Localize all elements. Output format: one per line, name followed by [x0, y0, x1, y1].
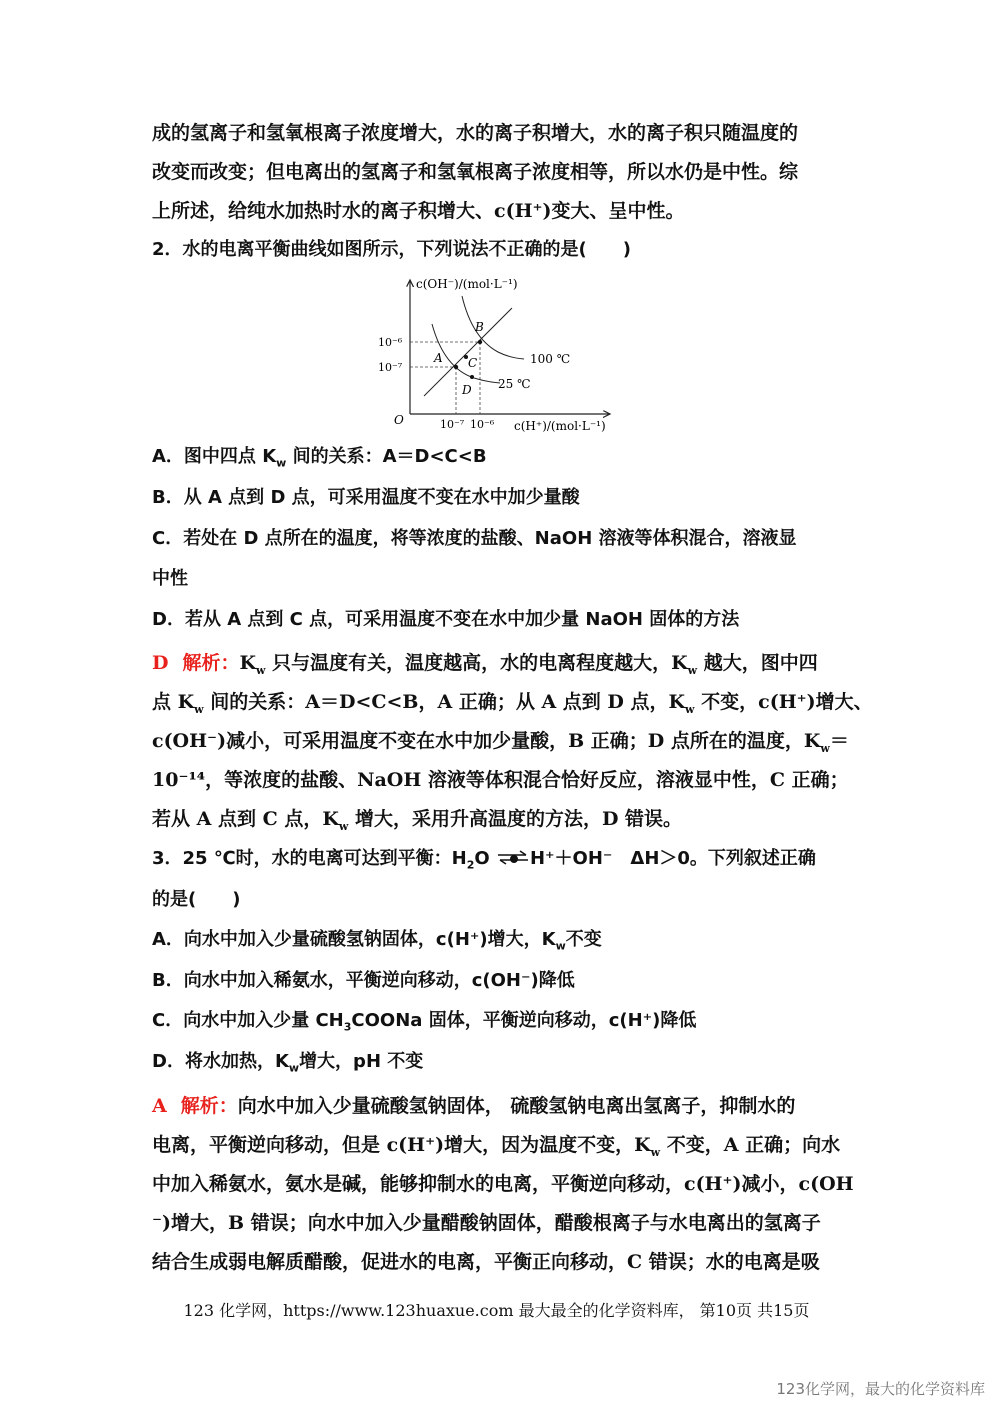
point-c-label: C [468, 356, 478, 370]
reversible-arrow-icon [496, 848, 530, 868]
q3-stem-2: 的是( ) [152, 889, 241, 910]
y-tick-1: 10⁻⁶ [378, 336, 403, 349]
point-a-dot [454, 365, 458, 369]
x-tick-2: 10⁻⁶ [470, 418, 495, 431]
intro-line-2: 改变而改变；但电离出的氢离子和氢氧根离子浓度相等，所以水仍是中性。综 [152, 161, 799, 183]
q2-analysis-line-1: D 解析：$K_w$ 只与温度有关，温度越高，水的电离程度越大，$K_w$ 越大，图中四 [152, 652, 818, 677]
intro-line-1: 成的氢离子和氢氧根离子浓度增大，水的离子积增大，水的离子积只随温度的 [152, 122, 799, 144]
point-d-dot [470, 375, 474, 379]
q3-analysis-line-3: 中加入稀氨水，氨水是碱，能够抑制水的电离，平衡逆向移动，c(H⁺)减小，c(OH [152, 1173, 854, 1195]
q3-option-c: C．向水中加入少量 $CH_3COONa$ 固体，平衡逆向移动，c(H⁺)降低 [152, 1010, 697, 1034]
q2-option-c-1: C．若处在 D 点所在的温度，将等浓度的盐酸、NaOH 溶液等体积混合，溶液显 [152, 528, 797, 549]
q3-analysis-line-5: 结合生成弱电解质醋酸，促进水的电离，平衡正向移动，C 错误；水的电离是吸 [152, 1251, 820, 1273]
q3-option-d: D．将水加热，$K_w$增大，pH 不变 [152, 1051, 424, 1075]
x-axis-label: c(H⁺)/(mol·L⁻¹) [514, 419, 606, 433]
q2-option-d: D．若从 A 点到 C 点，可采用温度不变在水中加少量 NaOH 固体的方法 [152, 609, 740, 630]
q2-analysis-line-3: c(OH⁻)减小，可采用温度不变在水中加少量酸，B 正确；D 点所在的温度，$K_w=$ [152, 730, 849, 755]
origin-label: O [394, 413, 404, 427]
q3-option-b: B．向水中加入稀氨水，平衡逆向移动，c(OH⁻)降低 [152, 970, 575, 991]
point-d-label: D [462, 383, 472, 397]
q3-stem-1: 3．25 ℃时，水的电离可达到平衡：$H_2O$ H⁺＋OH⁻ ΔH＞0。下列叙述正确 [152, 848, 816, 872]
q2-answer: D [152, 652, 169, 674]
y-tick-2: 10⁻⁷ [378, 361, 403, 374]
q2-stem: 2．水的电离平衡曲线如图所示，下列说法不正确的是( ) [152, 239, 631, 260]
equilibrium-graph [372, 272, 622, 440]
q2-option-a: A．图中四点 $K_w$ 间的关系：A＝D<C<B [152, 446, 487, 470]
q3-analysis-label: 解析： [180, 1095, 238, 1117]
y-axis-label: c(OH⁻)/(mol·L⁻¹) [416, 277, 518, 291]
q2-analysis-line-5: 若从 A 点到 C 点，$K_w$ 增大，采用升高温度的方法，D 错误。 [152, 808, 683, 833]
page-footer: 123 化学网，https://www.123huaxue.com 最大最全的化学资料库， 第10页 共15页 [183, 1301, 810, 1320]
q2-analysis-line-2: 点 $K_w$ 间的关系：A＝D<C<B，A 正确；从 A 点到 D 点，$K_w$ 不变，c(H⁺)增大、 [152, 691, 873, 716]
q2-option-b: B．从 A 点到 D 点，可采用温度不变在水中加少量酸 [152, 487, 580, 508]
intro-line-3: 上所述，给纯水加热时水的离子积增大、c(H⁺)变大、呈中性。 [152, 200, 685, 222]
curve-25-label: 25 ℃ [498, 377, 531, 391]
q3-analysis-line-1: A 解析：向水中加入少量硫酸氢钠固体， 硫酸氢钠电离出氢离子，抑制水的 [152, 1095, 796, 1117]
q3-analysis-line-4: ⁻)增大，B 错误；向水中加入少量醋酸钠固体，醋酸根离子与水电离出的氢离子 [152, 1212, 821, 1234]
q3-answer: A [152, 1095, 167, 1117]
x-tick-1: 10⁻⁷ [440, 418, 465, 431]
q3-analysis-line-2: 电离，平衡逆向移动，但是 c(H⁺)增大，因为温度不变，$K_w$ 不变，A 正确；向水 [152, 1134, 841, 1159]
q2-analysis-line-4: 10⁻¹⁴，等浓度的盐酸、NaOH 溶液等体积混合恰好反应，溶液显中性，C 正确； [152, 769, 849, 791]
q2-option-c-2: 中性 [152, 568, 188, 589]
watermark: 123化学网，最大的化学资料库 [776, 1380, 985, 1398]
point-b-dot [478, 340, 482, 344]
point-a-label: A [434, 351, 443, 365]
point-b-label: B [475, 320, 484, 334]
curve-100-label: 100 ℃ [530, 352, 571, 366]
q2-analysis-label: 解析： [182, 652, 240, 674]
q3-option-a: A．向水中加入少量硫酸氢钠固体，c(H⁺)增大，$K_w$不变 [152, 929, 602, 953]
